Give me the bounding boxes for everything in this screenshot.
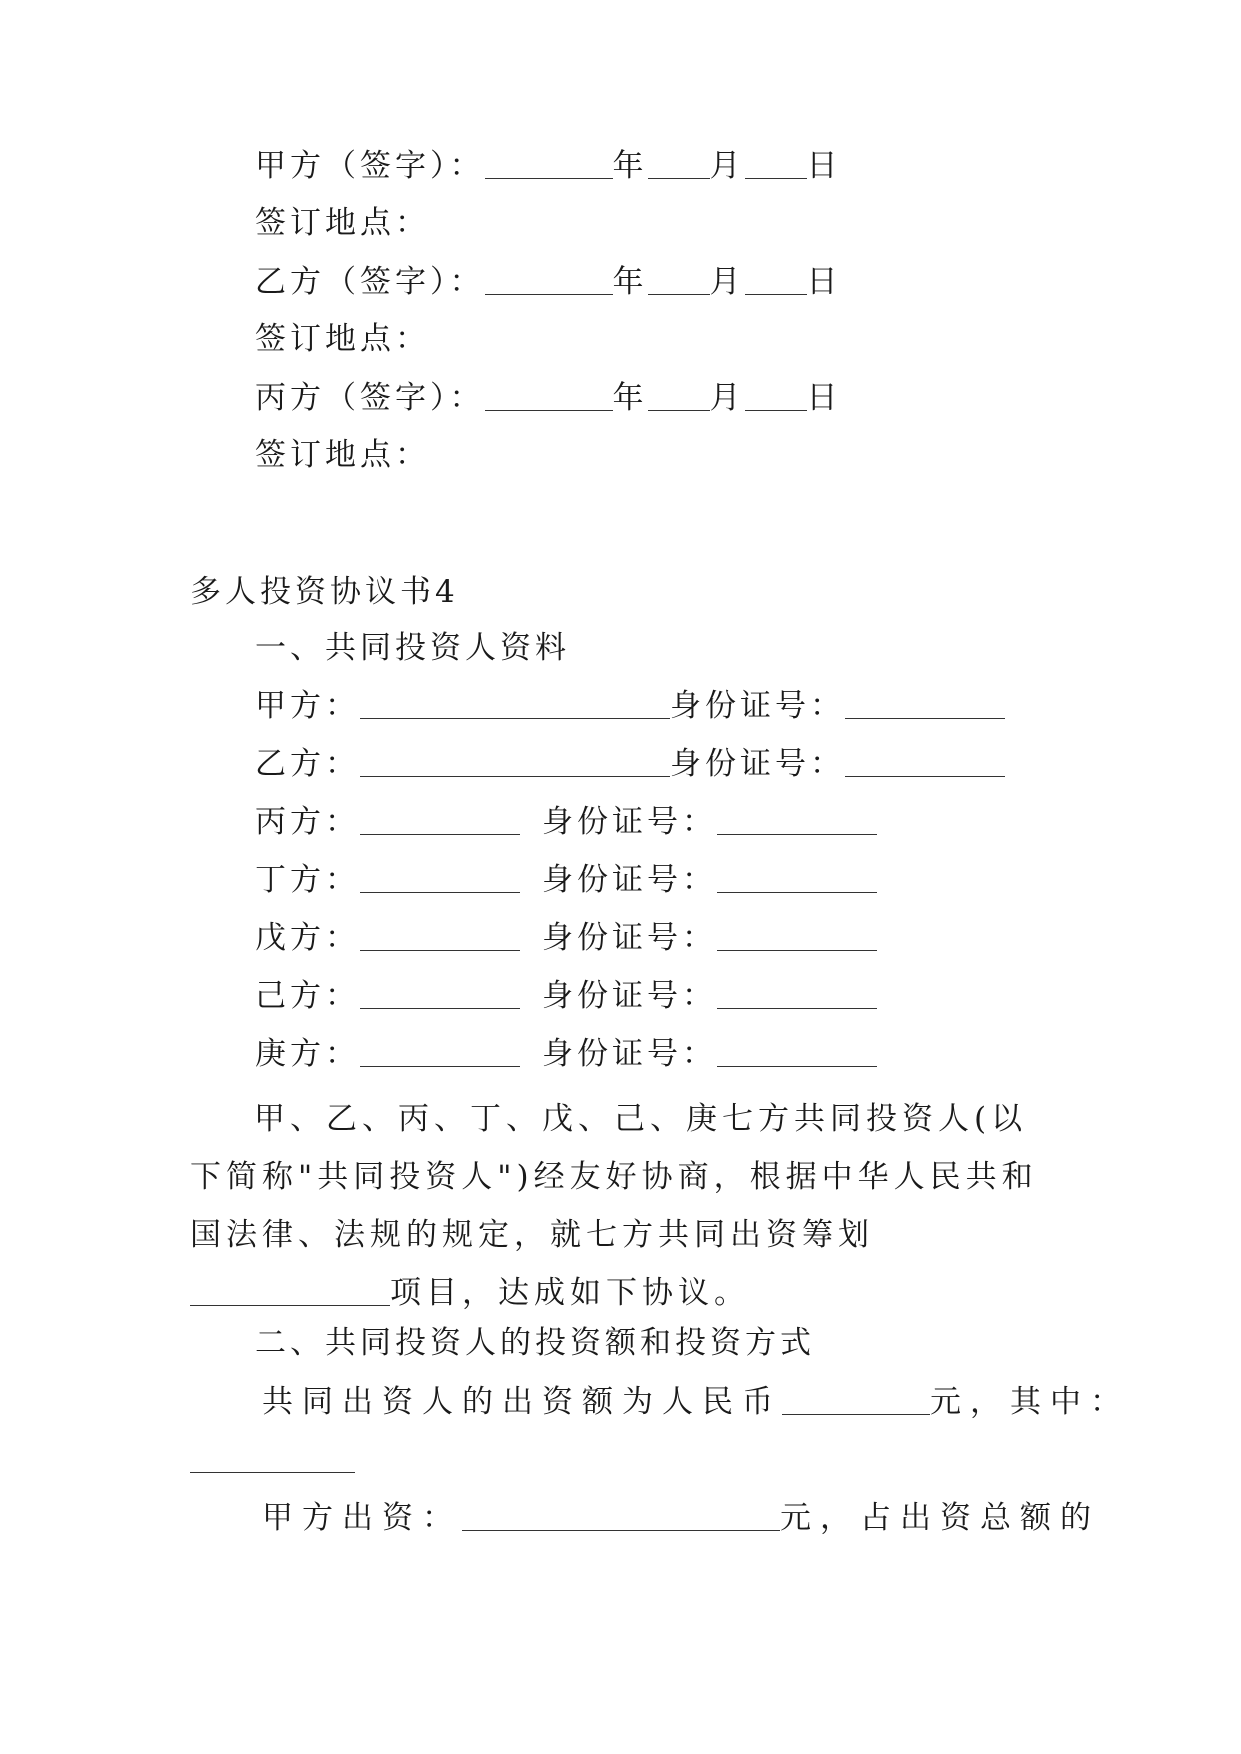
project-blank[interactable]: [190, 1275, 390, 1306]
detail-blank[interactable]: [190, 1442, 355, 1473]
agreement-paragraph: 甲、乙、丙、丁、戊、己、庚七方共同投资人(以下简称"共同投资人")经友好协商，根据中华人民共和国法律、法规的规定，就七方共同出资筹划项目，达成如下协议。: [190, 1101, 1038, 1311]
name-blank[interactable]: [360, 746, 670, 777]
id-blank[interactable]: [845, 746, 1005, 777]
id-blank[interactable]: [717, 804, 877, 835]
id-blank[interactable]: [845, 688, 1005, 719]
id-blank[interactable]: [717, 862, 877, 893]
month-blank[interactable]: [648, 148, 710, 179]
section-title: 多人投资协议书4: [190, 574, 459, 610]
party-row-jia: 甲方： 身份证号：: [255, 686, 1005, 726]
name-blank[interactable]: [360, 978, 520, 1009]
day-blank[interactable]: [745, 148, 807, 179]
party-row-wu: 戊方： 身份证号：: [255, 918, 877, 958]
signing-place-yi: 签订地点：: [255, 321, 430, 357]
signature-line-bing: 丙方（签字）： 年 月 日: [255, 380, 842, 416]
month-blank[interactable]: [648, 380, 710, 411]
amount-blank[interactable]: [782, 1384, 930, 1415]
signature-blank[interactable]: [485, 264, 613, 295]
id-blank[interactable]: [717, 1036, 877, 1067]
jia-amount-blank[interactable]: [462, 1500, 780, 1531]
month-blank[interactable]: [648, 264, 710, 295]
name-blank[interactable]: [360, 688, 670, 719]
party-row-yi: 乙方： 身份证号：: [255, 744, 1005, 784]
amount-detail-line: [190, 1440, 355, 1480]
id-blank[interactable]: [717, 978, 877, 1009]
signature-line-yi: 乙方（签字）： 年 月 日: [255, 264, 842, 300]
signing-place-bing: 签订地点：: [255, 437, 430, 473]
signature-line-jia: 甲方（签字）： 年 月 日: [255, 148, 842, 184]
signing-place-jia: 签订地点：: [255, 205, 430, 241]
day-blank[interactable]: [745, 380, 807, 411]
party-row-ji: 己方： 身份证号：: [255, 976, 877, 1016]
name-blank[interactable]: [360, 920, 520, 951]
heading-investment-amount: 二、共同投资人的投资额和投资方式: [255, 1325, 815, 1361]
signature-blank[interactable]: [485, 148, 613, 179]
id-blank[interactable]: [717, 920, 877, 951]
jia-contribution-line: 甲方出资： 元，占出资总额的: [262, 1500, 1100, 1536]
party-row-bing: 丙方： 身份证号：: [255, 802, 877, 842]
name-blank[interactable]: [360, 804, 520, 835]
name-blank[interactable]: [360, 862, 520, 893]
name-blank[interactable]: [360, 1036, 520, 1067]
party-row-ding: 丁方： 身份证号：: [255, 860, 877, 900]
heading-investor-info: 一、共同投资人资料: [255, 630, 570, 666]
signature-blank[interactable]: [485, 380, 613, 411]
total-amount-line: 共同出资人的出资额为人民币 元，其中：: [262, 1384, 1130, 1420]
day-blank[interactable]: [745, 264, 807, 295]
party-row-geng: 庚方： 身份证号：: [255, 1034, 877, 1074]
